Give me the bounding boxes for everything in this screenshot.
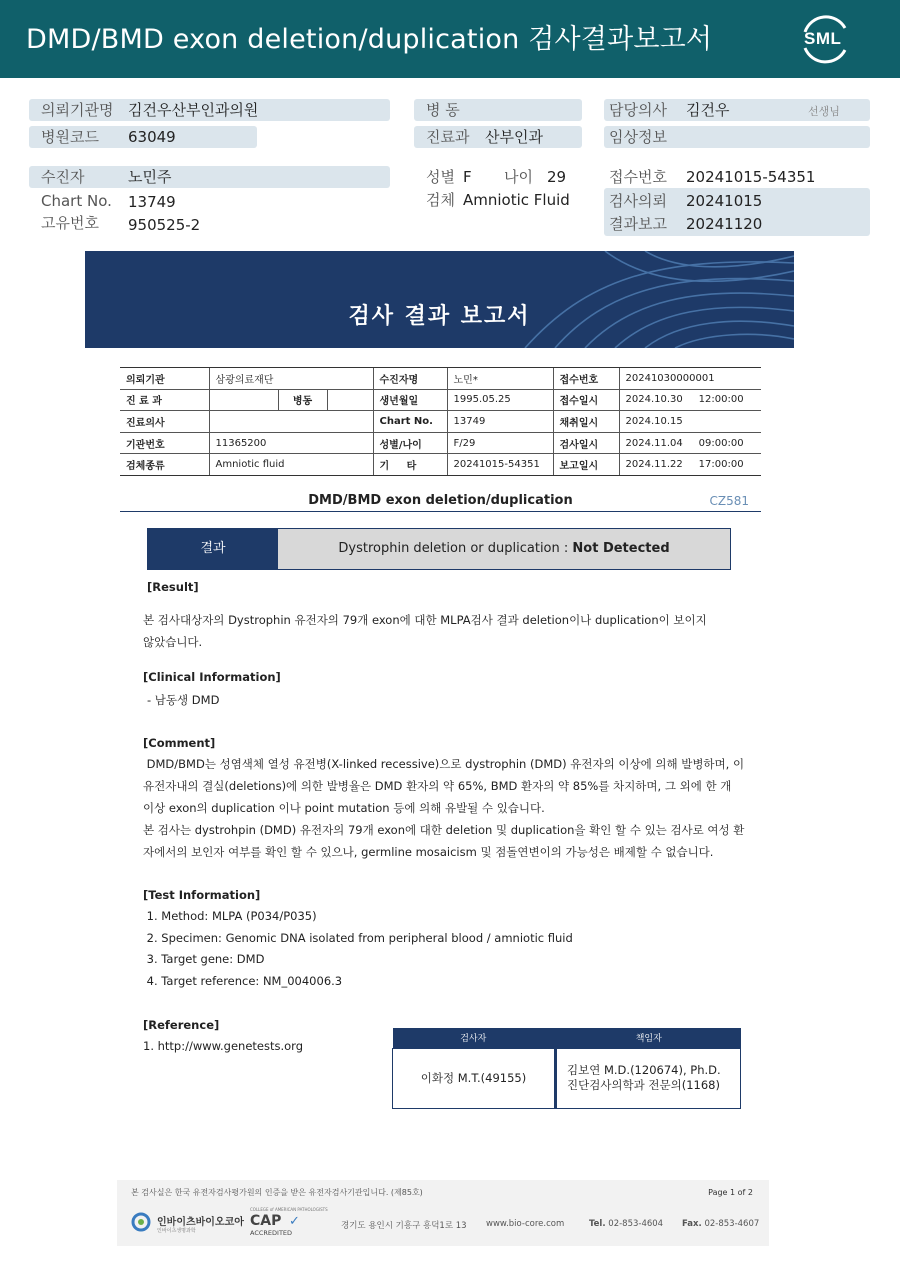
- result-label: 결과: [148, 529, 278, 569]
- table-cell: F/29: [447, 432, 553, 454]
- table-header-cell: 성별/나이: [373, 432, 447, 454]
- result-box: [147, 528, 731, 570]
- doctor-label: 담당의사: [609, 101, 667, 119]
- result-status: Not Detected: [572, 541, 670, 556]
- receipt-no-label: 접수번호: [609, 168, 667, 186]
- patient-label: 수진자: [41, 168, 85, 186]
- fax-value: 02-853-4607: [704, 1219, 760, 1229]
- comment-section-title: [Comment]: [143, 736, 216, 750]
- table-row: [120, 454, 761, 476]
- table-cell: 2024.10.15: [619, 411, 761, 433]
- chart-value: 13749: [128, 193, 176, 211]
- clinical-label: 임상정보: [609, 128, 667, 146]
- table-cell: [209, 411, 373, 433]
- doctor-suffix: 선생님: [808, 105, 840, 118]
- sml-logo: [797, 12, 853, 66]
- id-value: 950525-2: [128, 216, 201, 234]
- responsible-name: 김보연 M.D.(120674), Ph.D.: [567, 1063, 721, 1077]
- cert-text: 본 검사실은 한국 유전자검사평가원의 인증을 받은 유전자검사기관입니다. (제85호): [131, 1188, 423, 1197]
- test-code: CZ581: [709, 494, 749, 508]
- table-row: [120, 432, 761, 454]
- check-icon: ✓: [289, 1214, 300, 1229]
- hospital-code-label: 병원코드: [41, 128, 99, 146]
- request-date-value: 20241015: [686, 192, 763, 210]
- clinical-section-title: [Clinical Information]: [143, 670, 281, 684]
- institution-value: 김건우산부인과의원: [128, 101, 259, 119]
- fax-label: Fax.: [682, 1219, 702, 1229]
- doctor-value: 김건우: [686, 101, 730, 119]
- id-label: 고유번호: [41, 214, 99, 232]
- tel-label: Tel.: [589, 1219, 606, 1229]
- specimen-label: 검체: [426, 191, 455, 209]
- table-cell: 삼광의료재단: [209, 368, 373, 390]
- comment-line: 이상 exon의 duplication 이나 point mutation 등에 의해 유발될 수 있습니다.: [143, 801, 545, 815]
- banner-title: 검사 결과 보고서: [348, 304, 531, 329]
- patient-value: 노민주: [128, 168, 172, 186]
- table-cell: 1995.05.25: [447, 389, 553, 411]
- table-cell: Amniotic fluid: [209, 454, 373, 476]
- institution-label: 의뢰기관명: [41, 101, 114, 119]
- result-section-title: [Result]: [147, 580, 199, 594]
- receipt-no-value: 20241015-54351: [686, 168, 816, 186]
- cap-accredited: ACCREDITED: [250, 1229, 293, 1237]
- signature-table: [392, 1028, 741, 1109]
- table-cell: [327, 389, 373, 411]
- cap-logo: CAP: [250, 1213, 282, 1229]
- table-header-cell: 생년월일: [373, 389, 447, 411]
- table-header-cell: 진 료 과: [120, 389, 209, 411]
- examiner-name: 이화정 M.T.(49155): [393, 1048, 556, 1108]
- result-value: [278, 529, 730, 569]
- page-number: Page 1 of 2: [708, 1188, 753, 1197]
- responsible-header: 책임자: [556, 1028, 741, 1048]
- examiner-header: 검사자: [393, 1028, 556, 1048]
- company-name: 인바이츠바이오코아: [157, 1217, 244, 1228]
- table-header-cell: 채취일시: [553, 411, 619, 433]
- result-text: Dystrophin deletion or duplication :: [338, 541, 573, 556]
- footer-website: www.bio-core.com: [486, 1219, 565, 1229]
- table-cell: 2024.11.04 09:00:00: [619, 432, 761, 454]
- report-date-label: 결과보고: [609, 215, 667, 233]
- cap-top: COLLEGE of AMERICAN PATHOLOGISTS: [250, 1207, 328, 1212]
- test-info-line: 2. Specimen: Genomic DNA isolated from peripheral blood / amniotic fluid: [143, 931, 573, 945]
- age-label: 나이: [504, 168, 533, 186]
- table-cell: 13749: [447, 411, 553, 433]
- table-row: [120, 368, 761, 390]
- table-header-cell: 검체종류: [120, 454, 209, 476]
- table-header-cell: 보고일시: [553, 454, 619, 476]
- table-cell: [209, 389, 278, 411]
- sex-label: 성별: [426, 168, 455, 186]
- table-header-cell: 기관번호: [120, 432, 209, 454]
- result-line: 본 검사대상자의 Dystrophin 유전자의 79개 exon에 대한 MLPA검사 결과 deletion이나 duplication이 보이지: [143, 613, 707, 627]
- test-name: DMD/BMD exon deletion/duplication: [308, 493, 573, 508]
- responsible-cell: [556, 1048, 741, 1108]
- specimen-info-table: [120, 367, 761, 476]
- hospital-code-value: 63049: [128, 128, 176, 146]
- logo-text: SML: [804, 29, 842, 48]
- result-line: 않았습니다.: [143, 635, 203, 649]
- comment-line: DMD/BMD는 성염색체 열성 유전병(X-linked recessive)으로 dystrophin (DMD) 유전자의 이상에 의해 발병하며, 이: [143, 757, 745, 771]
- company-sub: 인바이츠생명과학: [157, 1228, 196, 1234]
- report-header: [0, 0, 900, 78]
- test-info-line: 4. Target reference: NM_004006.3: [143, 974, 343, 988]
- specimen-value: Amniotic Fluid: [463, 191, 570, 209]
- request-date-label: 검사의뢰: [609, 192, 667, 210]
- page-footer: [117, 1180, 769, 1246]
- table-cell: 노민*: [447, 368, 553, 390]
- table-cell: 20241030000001: [619, 368, 761, 390]
- department-value: 산부인과: [485, 128, 543, 146]
- table-header-cell: 병동: [278, 389, 327, 411]
- comment-line: 유전자내의 결실(deletions)에 의한 발병율은 DMD 환자의 약 65%, BMD 환자의 약 85%를 차지하며, 그 외에 한 개: [143, 779, 732, 793]
- table-cell: 2024.10.30 12:00:00: [619, 389, 761, 411]
- tel-value: 02-853-4604: [608, 1219, 664, 1229]
- table-header-cell: 수진자명: [373, 368, 447, 390]
- report-date-value: 20241120: [686, 215, 763, 233]
- test-info-line: 1. Method: MLPA (P034/P035): [143, 909, 317, 923]
- department-label: 진료과: [426, 128, 470, 146]
- footer-tel: [589, 1219, 663, 1229]
- table-header-cell: 검사일시: [553, 432, 619, 454]
- reference-line: 1. http://www.genetests.org: [143, 1039, 304, 1053]
- responsible-title: 진단검사의학과 전문의(1168): [567, 1078, 720, 1092]
- table-header-cell: 기 타: [373, 454, 447, 476]
- table-cell: 2024.11.22 17:00:00: [619, 454, 761, 476]
- test-info-line: 3. Target gene: DMD: [143, 952, 265, 966]
- comment-line: 본 검사는 dystrohpin (DMD) 유전자의 79개 exon에 대한 deletion 및 duplication을 확인 할 수 있는 검사로 여성 환: [143, 823, 745, 837]
- table-row: [120, 389, 761, 411]
- report-title: DMD/BMD exon deletion/duplication 검사결과보고서: [26, 24, 713, 55]
- comment-line: 자에서의 보인자 여부를 확인 할 수 있으나, germline mosaicism 및 점돌연변이의 가능성은 배제할 수 없습니다.: [143, 845, 714, 859]
- table-header-cell: 접수번호: [553, 368, 619, 390]
- reference-section-title: [Reference]: [143, 1018, 220, 1032]
- report-banner: [85, 251, 794, 348]
- footer-fax: [682, 1219, 759, 1229]
- age-value: 29: [547, 168, 567, 186]
- chart-label: Chart No.: [41, 192, 112, 210]
- table-row: [120, 411, 761, 433]
- test-info-section-title: [Test Information]: [143, 888, 261, 902]
- sex-value: F: [463, 168, 472, 186]
- clinical-line: - 남동생 DMD: [147, 693, 220, 707]
- ward-label: 병 동: [426, 101, 460, 119]
- table-cell: 20241015-54351: [447, 454, 553, 476]
- table-header-cell: 진료의사: [120, 411, 209, 433]
- table-header-cell: Chart No.: [373, 411, 447, 433]
- bio-core-logo-icon: [131, 1212, 151, 1232]
- test-title-bar: [120, 493, 761, 512]
- table-cell: 11365200: [209, 432, 373, 454]
- footer-address: 경기도 용인시 기흥구 흥덕1로 13: [341, 1221, 467, 1231]
- table-header-cell: 의뢰기관: [120, 368, 209, 390]
- table-header-cell: 접수일시: [553, 389, 619, 411]
